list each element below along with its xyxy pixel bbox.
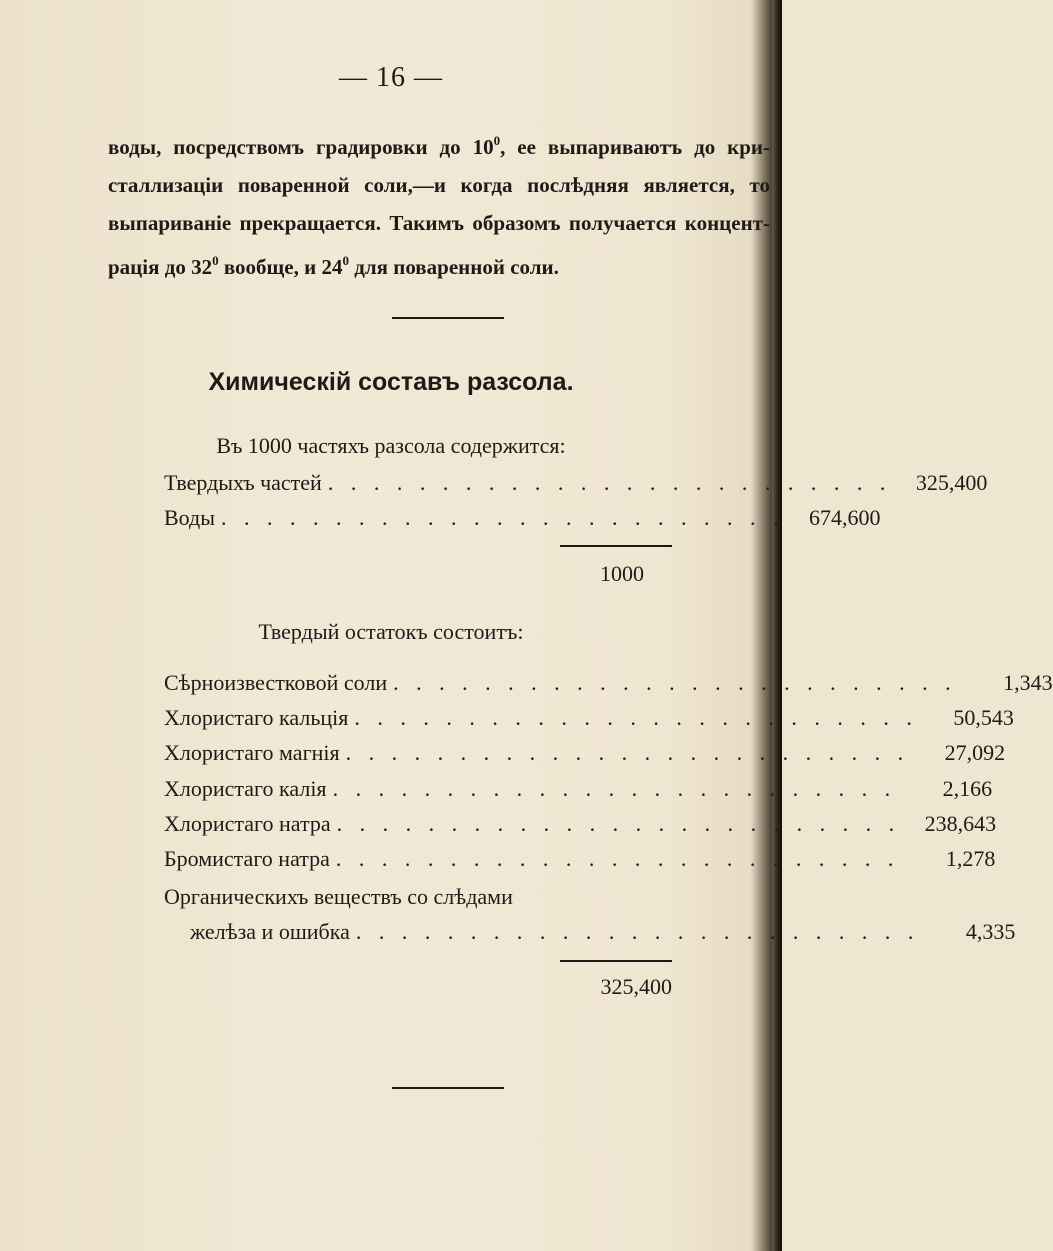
section-divider-bottom xyxy=(392,1087,504,1089)
composition-intro: Въ 1000 частяхъ разсола содержится: xyxy=(216,433,566,458)
residue-row-organic-line2: желѣза и ошибка . . . . . . . . . . . . . . . . . . . . . . . . . 4,335 xyxy=(190,919,1016,944)
paragraph-line-3: выпариваніе прекращается. Такимъ образомъ получается концент- xyxy=(108,211,770,235)
page-number: — 16 — xyxy=(339,62,443,93)
residue-row-organic-line1: Органическихъ веществъ со слѣдами xyxy=(164,884,513,909)
residue-row-calcium-chloride: Хлористаго кальція . . . . . . . . . . . . . . . . . . . . . . . . . 50,543 xyxy=(164,705,1014,730)
section-title: Химическій составъ разсола. xyxy=(208,368,574,396)
residue-row-potassium-chloride: Хлористаго калія . . . . . . . . . . . . . . . . . . . . . . . . . 2,166 xyxy=(164,776,993,801)
paragraph-line-4: рація до $32^0$ вообще, и $24^0$ для поваренной соли. xyxy=(108,253,559,279)
paragraph-line-2: сталлизаціи поваренной соли,—и когда послѣдняя является, то xyxy=(108,173,770,197)
paragraph xyxy=(108,122,770,286)
composition-row-solids: Твердыхъ частей . . . . . . . . . . . . . . . . . . . . . . . . . 325,400 xyxy=(164,470,988,495)
section-divider-top xyxy=(392,317,504,319)
residue-sum-rule xyxy=(560,960,672,962)
residue-row-calcium-sulfate: Сѣрноизвестковой соли . . . . . . . . . . . . . . . . . . . . . . . . . 1,343 xyxy=(164,670,1053,695)
residue-intro: Твердый остатокъ состоитъ: xyxy=(258,619,524,644)
composition-total: 1000 xyxy=(600,561,644,586)
residue-row-sodium-chloride: Хлористаго натра . . . . . . . . . . . . . . . . . . . . . . . . . 238,643 xyxy=(164,811,997,836)
paragraph-line-1: воды, посредствомъ градировки до $10^0$, ее выпариваютъ до кри- xyxy=(108,133,770,159)
composition-sum-rule xyxy=(560,545,672,547)
residue-total: 325,400 xyxy=(600,974,672,999)
residue-row-magnesium-chloride: Хлористаго магнія . . . . . . . . . . . . . . . . . . . . . . . . . 27,092 xyxy=(164,740,1006,765)
residue-row-sodium-bromide: Бромистаго натра . . . . . . . . . . . . . . . . . . . . . . . . . 1,278 xyxy=(164,846,996,871)
composition-row-water: Воды . . . . . . . . . . . . . . . . . . . . . . . . . 674,600 xyxy=(164,505,881,530)
